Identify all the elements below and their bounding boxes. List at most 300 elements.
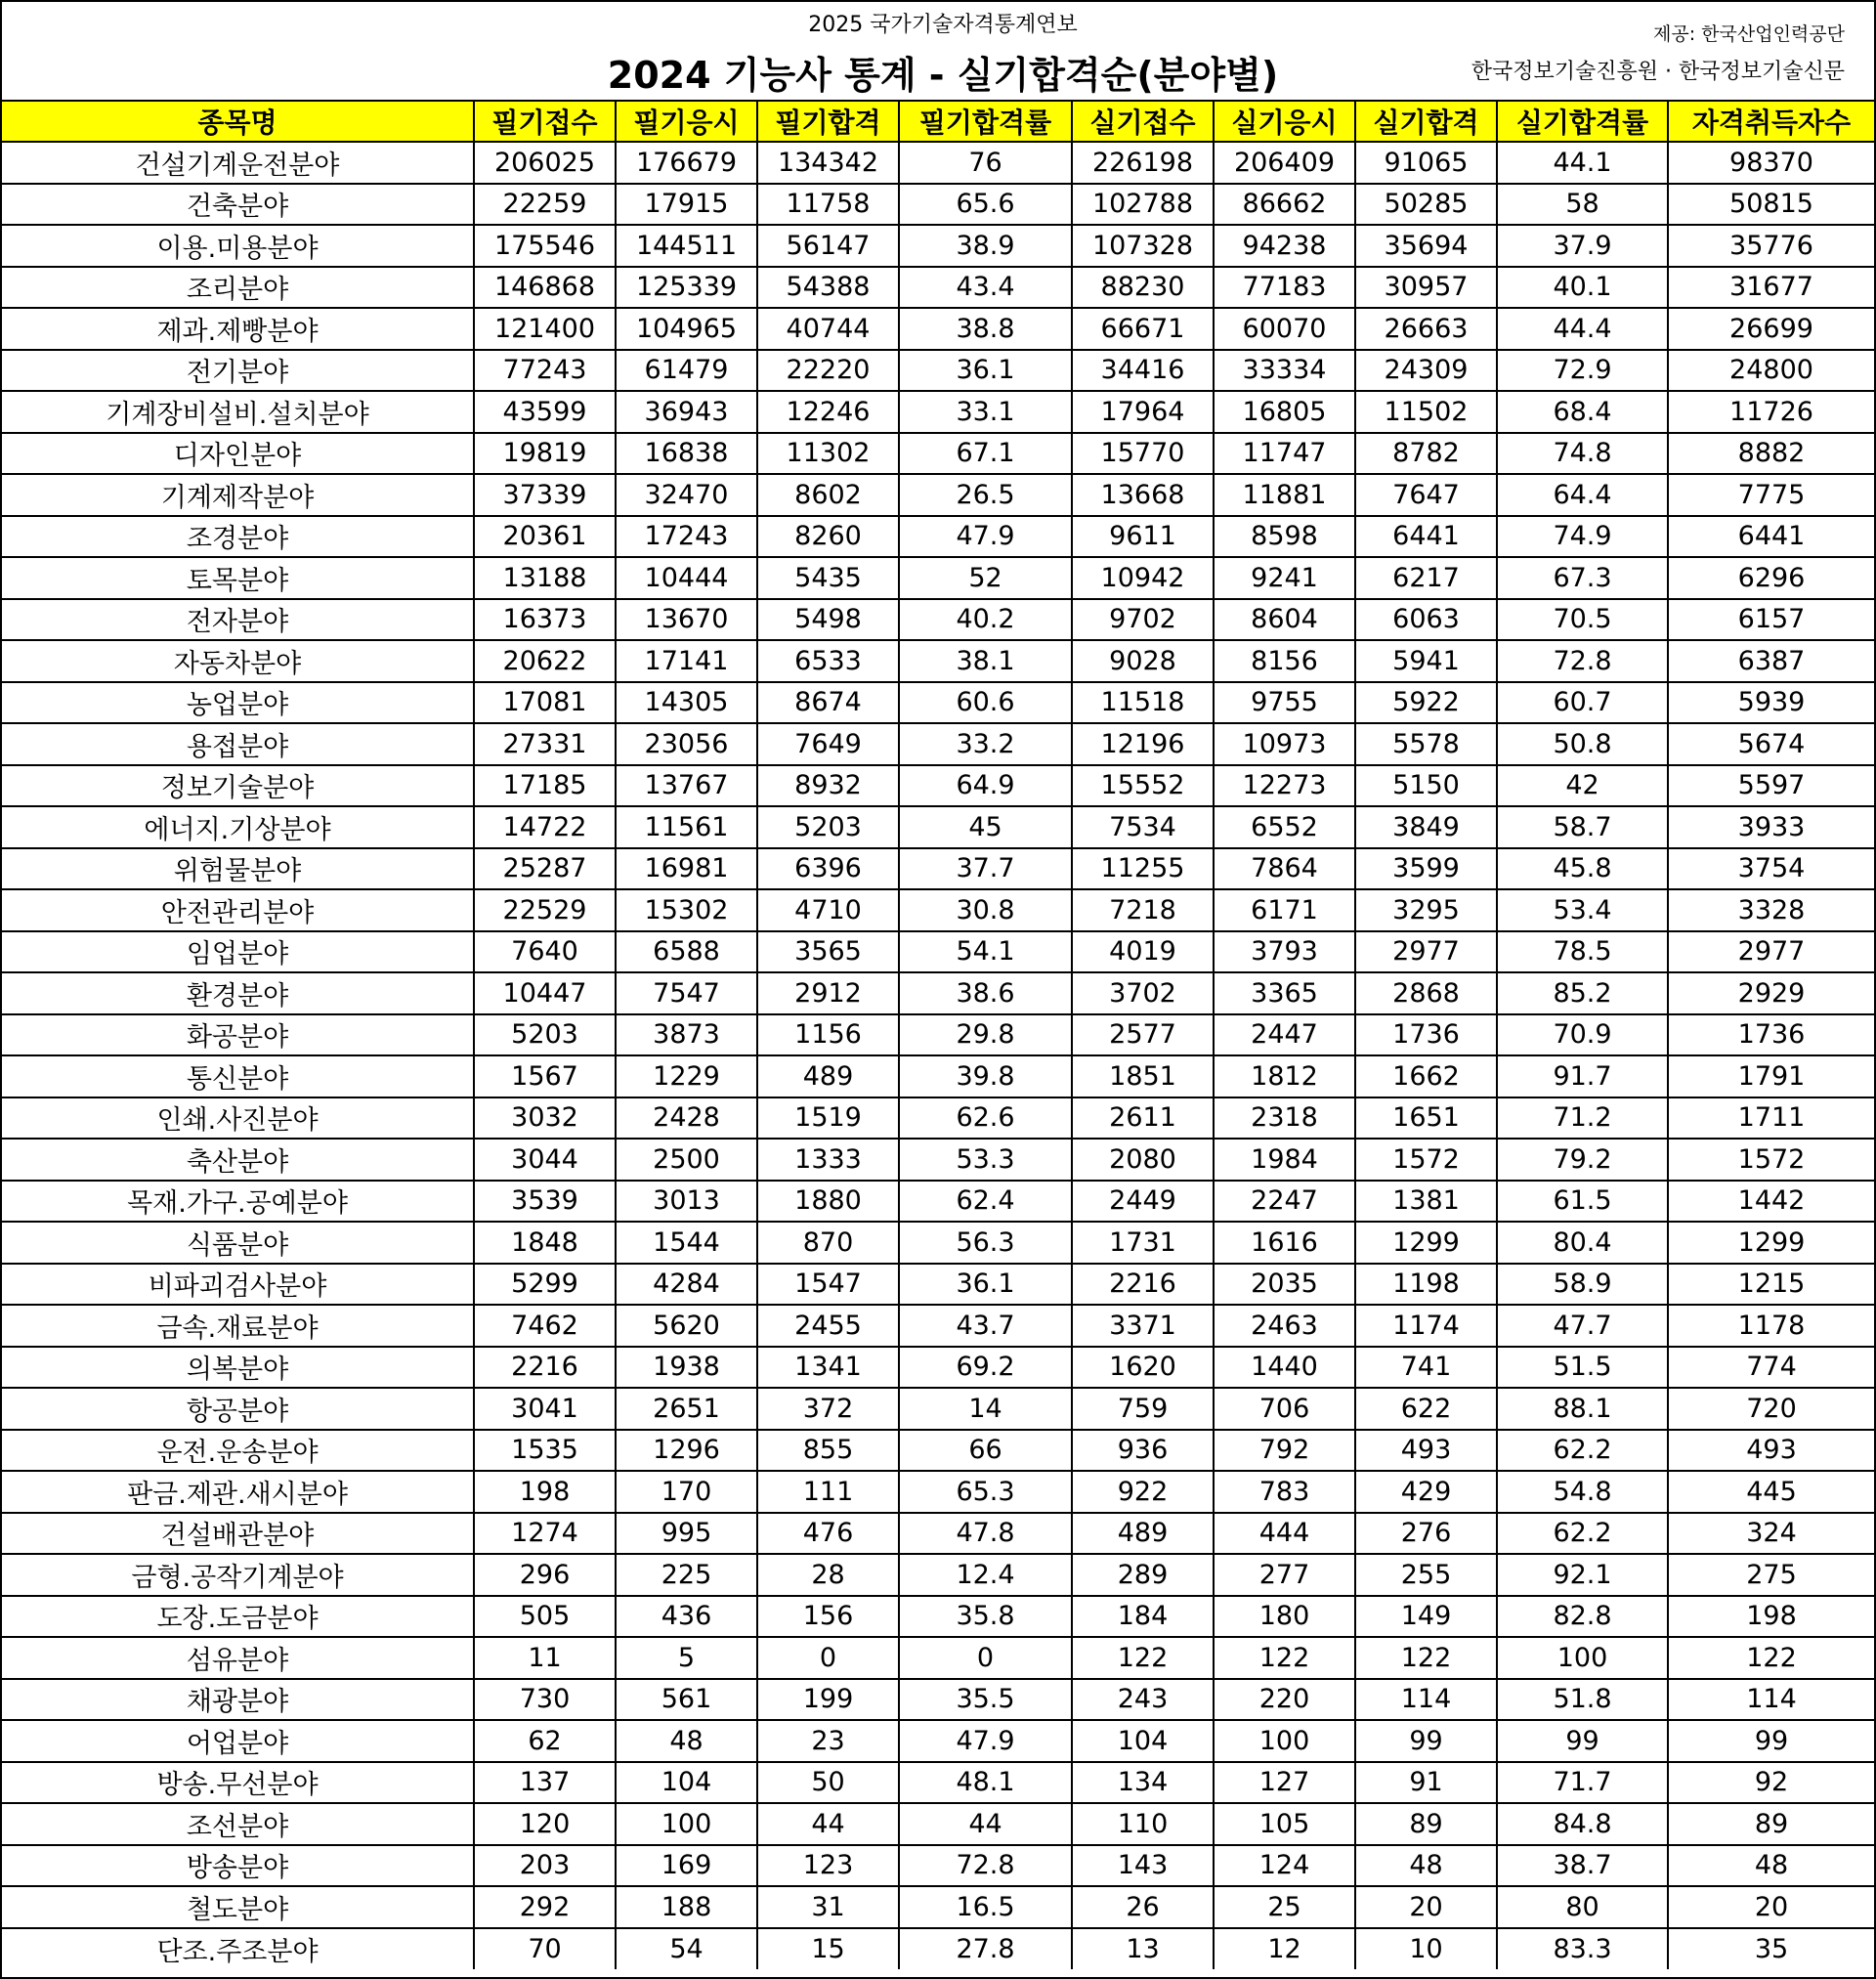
cell-written-pass-rate: 39.8 [899,1055,1072,1097]
cell-practical-applied: 2449 [1072,1181,1214,1223]
cell-written-pass-rate: 26.5 [899,474,1072,516]
cell-written-pass-rate: 62.4 [899,1181,1072,1223]
cell-written-applied: 10447 [474,972,616,1014]
cell-written-applied: 22259 [474,184,616,226]
cell-written-applied: 3044 [474,1139,616,1181]
cell-written-passed: 1519 [757,1097,899,1140]
cell-practical-passed: 6063 [1355,599,1497,641]
cell-field-name: 화공분야 [2,1014,474,1056]
cell-written-taken: 104 [616,1762,757,1804]
cell-written-pass-rate: 52 [899,557,1072,599]
cell-field-name: 임업분야 [2,931,474,973]
cell-field-name: 목재.가구.공예분야 [2,1181,474,1223]
cell-field-name: 통신분야 [2,1055,474,1097]
cell-practical-passed: 114 [1355,1679,1497,1721]
cell-practical-applied: 2577 [1072,1014,1214,1056]
cell-written-pass-rate: 37.7 [899,848,1072,890]
cell-practical-applied: 11255 [1072,848,1214,890]
cell-written-passed: 11758 [757,184,899,226]
cell-field-name: 식품분야 [2,1222,474,1264]
cell-written-passed: 156 [757,1596,899,1638]
cell-certified-count: 774 [1668,1347,1874,1389]
cell-practical-taken: 277 [1214,1554,1355,1596]
cell-written-pass-rate: 44 [899,1803,1072,1845]
cell-written-passed: 5498 [757,599,899,641]
table-row [2,1097,1874,1140]
cell-written-applied: 730 [474,1679,616,1721]
cell-written-passed: 40744 [757,308,899,350]
cell-field-name: 환경분야 [2,972,474,1014]
cell-certified-count: 5674 [1668,723,1874,765]
table-row [2,889,1874,931]
cell-practical-passed: 8782 [1355,433,1497,475]
cell-practical-applied: 110 [1072,1803,1214,1845]
cell-written-pass-rate: 33.1 [899,391,1072,433]
cell-field-name: 기계제작분야 [2,474,474,516]
cell-written-taken: 2500 [616,1139,757,1181]
cell-practical-taken: 10973 [1214,723,1355,765]
cell-written-pass-rate: 47.9 [899,1720,1072,1762]
cell-written-pass-rate: 48.1 [899,1762,1072,1804]
cell-written-taken: 7547 [616,972,757,1014]
cell-practical-pass-rate: 72.9 [1497,350,1668,392]
cell-written-pass-rate: 30.8 [899,889,1072,931]
cell-practical-taken: 12 [1214,1928,1355,1970]
cell-practical-applied: 134 [1072,1762,1214,1804]
cell-certified-count: 7775 [1668,474,1874,516]
cell-written-pass-rate: 29.8 [899,1014,1072,1056]
cell-written-taken: 6588 [616,931,757,973]
table-row [2,308,1874,350]
cell-practical-taken: 1812 [1214,1055,1355,1097]
column-header-written-passed: 필기합격 [757,102,899,142]
cell-written-passed: 28 [757,1554,899,1596]
table-row [2,516,1874,558]
cell-practical-passed: 3295 [1355,889,1497,931]
cell-field-name: 에너지.기상분야 [2,806,474,848]
cell-certified-count: 2929 [1668,972,1874,1014]
cell-written-applied: 3032 [474,1097,616,1140]
cell-field-name: 전자분야 [2,599,474,641]
cell-written-applied: 25287 [474,848,616,890]
cell-written-pass-rate: 69.2 [899,1347,1072,1389]
cell-written-taken: 48 [616,1720,757,1762]
cell-written-taken: 32470 [616,474,757,516]
column-header-written-applied: 필기접수 [474,102,616,142]
cell-practical-passed: 5150 [1355,765,1497,807]
cell-written-applied: 17081 [474,682,616,724]
cell-practical-applied: 1731 [1072,1222,1214,1264]
cell-practical-pass-rate: 40.1 [1497,267,1668,309]
cell-practical-taken: 60070 [1214,308,1355,350]
cell-field-name: 자동차분야 [2,640,474,682]
cell-written-pass-rate: 76 [899,142,1072,184]
cell-written-applied: 1535 [474,1430,616,1472]
credits-label: 한국정보기술진흥원 · 한국정보기술신문 [1471,60,1845,84]
column-header-written-pass-rate: 필기합격률 [899,102,1072,142]
cell-certified-count: 493 [1668,1430,1874,1472]
cell-practical-pass-rate: 58.9 [1497,1264,1668,1306]
cell-written-taken: 2651 [616,1388,757,1430]
table-row [2,1430,1874,1472]
table-row [2,1679,1874,1721]
cell-written-pass-rate: 33.2 [899,723,1072,765]
cell-written-pass-rate: 38.1 [899,640,1072,682]
cell-written-passed: 31 [757,1886,899,1928]
cell-written-passed: 1333 [757,1139,899,1181]
cell-practical-passed: 6217 [1355,557,1497,599]
cell-written-passed: 5203 [757,806,899,848]
table-row [2,225,1874,267]
cell-written-pass-rate: 36.1 [899,350,1072,392]
cell-field-name: 금형.공작기계분야 [2,1554,474,1596]
cell-field-name: 기계장비설비.설치분야 [2,391,474,433]
cell-practical-taken: 94238 [1214,225,1355,267]
cell-certified-count: 2977 [1668,931,1874,973]
cell-written-passed: 1341 [757,1347,899,1389]
cell-practical-applied: 107328 [1072,225,1214,267]
cell-certified-count: 3933 [1668,806,1874,848]
cell-practical-taken: 3793 [1214,931,1355,973]
cell-written-applied: 16373 [474,599,616,641]
cell-field-name: 채광분야 [2,1679,474,1721]
cell-field-name: 이용.미용분야 [2,225,474,267]
cell-written-passed: 1880 [757,1181,899,1223]
cell-practical-passed: 149 [1355,1596,1497,1638]
cell-written-passed: 1547 [757,1264,899,1306]
cell-practical-applied: 15770 [1072,433,1214,475]
table-row [2,806,1874,848]
cell-written-applied: 11 [474,1637,616,1679]
cell-practical-applied: 143 [1072,1845,1214,1887]
cell-written-pass-rate: 60.6 [899,682,1072,724]
cell-practical-pass-rate: 82.8 [1497,1596,1668,1638]
cell-written-pass-rate: 16.5 [899,1886,1072,1928]
cell-written-applied: 13188 [474,557,616,599]
cell-written-pass-rate: 53.3 [899,1139,1072,1181]
cell-written-pass-rate: 35.8 [899,1596,1072,1638]
cell-field-name: 운전.운송분야 [2,1430,474,1472]
cell-written-passed: 8932 [757,765,899,807]
cell-practical-taken: 206409 [1214,142,1355,184]
cell-practical-applied: 7218 [1072,889,1214,931]
cell-certified-count: 6387 [1668,640,1874,682]
cell-certified-count: 24800 [1668,350,1874,392]
cell-practical-passed: 1381 [1355,1181,1497,1223]
cell-written-taken: 169 [616,1845,757,1887]
cell-written-taken: 3013 [616,1181,757,1223]
cell-written-taken: 54 [616,1928,757,1970]
cell-practical-pass-rate: 74.8 [1497,433,1668,475]
cell-practical-taken: 86662 [1214,184,1355,226]
cell-written-applied: 7640 [474,931,616,973]
yearbook-label: 2025 국가기술자격통계연보 [808,13,1078,37]
cell-certified-count: 6157 [1668,599,1874,641]
cell-written-taken: 10444 [616,557,757,599]
cell-practical-pass-rate: 78.5 [1497,931,1668,973]
cell-practical-applied: 489 [1072,1513,1214,1555]
cell-written-passed: 50 [757,1762,899,1804]
cell-practical-passed: 741 [1355,1347,1497,1389]
table-row [2,599,1874,641]
table-row [2,1637,1874,1679]
cell-certified-count: 35776 [1668,225,1874,267]
cell-practical-taken: 9755 [1214,682,1355,724]
cell-field-name: 금속.재료분야 [2,1305,474,1347]
cell-field-name: 제과.제빵분야 [2,308,474,350]
cell-written-passed: 6396 [757,848,899,890]
cell-practical-pass-rate: 45.8 [1497,848,1668,890]
cell-written-taken: 5620 [616,1305,757,1347]
cell-certified-count: 1791 [1668,1055,1874,1097]
cell-written-taken: 13767 [616,765,757,807]
cell-practical-applied: 9611 [1072,516,1214,558]
cell-practical-passed: 3599 [1355,848,1497,890]
cell-certified-count: 50815 [1668,184,1874,226]
cell-practical-passed: 1174 [1355,1305,1497,1347]
table-row [2,391,1874,433]
cell-field-name: 농업분야 [2,682,474,724]
cell-practical-taken: 1440 [1214,1347,1355,1389]
table-row [2,1222,1874,1264]
cell-practical-taken: 2035 [1214,1264,1355,1306]
table-row [2,142,1874,184]
table-row [2,1305,1874,1347]
cell-written-pass-rate: 67.1 [899,433,1072,475]
cell-certified-count: 6441 [1668,516,1874,558]
cell-written-applied: 7462 [474,1305,616,1347]
cell-certified-count: 122 [1668,1637,1874,1679]
cell-written-taken: 1938 [616,1347,757,1389]
cell-practical-pass-rate: 91.7 [1497,1055,1668,1097]
cell-practical-passed: 1736 [1355,1014,1497,1056]
cell-written-applied: 296 [474,1554,616,1596]
cell-written-passed: 870 [757,1222,899,1264]
cell-written-passed: 476 [757,1513,899,1555]
cell-written-taken: 2428 [616,1097,757,1140]
cell-practical-applied: 66671 [1072,308,1214,350]
cell-certified-count: 89 [1668,1803,1874,1845]
cell-practical-pass-rate: 62.2 [1497,1430,1668,1472]
cell-written-applied: 206025 [474,142,616,184]
cell-field-name: 비파괴검사분야 [2,1264,474,1306]
cell-practical-taken: 1984 [1214,1139,1355,1181]
cell-practical-passed: 99 [1355,1720,1497,1762]
cell-written-passed: 22220 [757,350,899,392]
cell-written-taken: 3873 [616,1014,757,1056]
cell-written-applied: 27331 [474,723,616,765]
cell-practical-pass-rate: 47.7 [1497,1305,1668,1347]
cell-practical-taken: 7864 [1214,848,1355,890]
cell-practical-passed: 89 [1355,1803,1497,1845]
cell-written-passed: 134342 [757,142,899,184]
cell-practical-passed: 122 [1355,1637,1497,1679]
cell-practical-passed: 10 [1355,1928,1497,1970]
cell-practical-passed: 91 [1355,1762,1497,1804]
cell-written-applied: 120 [474,1803,616,1845]
cell-field-name: 어업분야 [2,1720,474,1762]
cell-certified-count: 20 [1668,1886,1874,1928]
table-body [2,142,1874,1969]
cell-practical-taken: 127 [1214,1762,1355,1804]
stats-table [2,102,1874,1969]
table-row [2,350,1874,392]
cell-field-name: 건설배관분야 [2,1513,474,1555]
cell-written-pass-rate: 47.8 [899,1513,1072,1555]
sheet-header [2,2,1874,102]
cell-practical-applied: 13 [1072,1928,1214,1970]
table-row [2,848,1874,890]
table-row [2,765,1874,807]
cell-certified-count: 35 [1668,1928,1874,1970]
cell-practical-passed: 6441 [1355,516,1497,558]
cell-written-pass-rate: 72.8 [899,1845,1072,1887]
cell-practical-pass-rate: 85.2 [1497,972,1668,1014]
cell-certified-count: 114 [1668,1679,1874,1721]
cell-practical-passed: 2977 [1355,931,1497,973]
cell-written-passed: 8260 [757,516,899,558]
cell-practical-pass-rate: 60.7 [1497,682,1668,724]
cell-practical-pass-rate: 84.8 [1497,1803,1668,1845]
cell-practical-passed: 1198 [1355,1264,1497,1306]
cell-practical-applied: 34416 [1072,350,1214,392]
cell-written-pass-rate: 27.8 [899,1928,1072,1970]
cell-field-name: 디자인분야 [2,433,474,475]
table-row [2,723,1874,765]
cell-written-taken: 561 [616,1679,757,1721]
cell-practical-taken: 6552 [1214,806,1355,848]
cell-written-pass-rate: 65.6 [899,184,1072,226]
table-row [2,474,1874,516]
table-row [2,1055,1874,1097]
cell-written-applied: 5299 [474,1264,616,1306]
cell-written-passed: 489 [757,1055,899,1097]
cell-certified-count: 720 [1668,1388,1874,1430]
cell-field-name: 토목분야 [2,557,474,599]
cell-practical-taken: 783 [1214,1471,1355,1513]
cell-practical-applied: 17964 [1072,391,1214,433]
cell-practical-pass-rate: 83.3 [1497,1928,1668,1970]
cell-certified-count: 31677 [1668,267,1874,309]
cell-written-pass-rate: 12.4 [899,1554,1072,1596]
cell-practical-taken: 706 [1214,1388,1355,1430]
cell-written-applied: 14722 [474,806,616,848]
cell-written-passed: 1156 [757,1014,899,1056]
cell-field-name: 판금.제관.새시분야 [2,1471,474,1513]
cell-practical-pass-rate: 70.9 [1497,1014,1668,1056]
cell-written-passed: 6533 [757,640,899,682]
table-row [2,640,1874,682]
cell-written-applied: 20622 [474,640,616,682]
cell-certified-count: 1711 [1668,1097,1874,1140]
cell-practical-applied: 2611 [1072,1097,1214,1140]
cell-field-name: 조리분야 [2,267,474,309]
cell-practical-pass-rate: 70.5 [1497,599,1668,641]
cell-field-name: 조선분야 [2,1803,474,1845]
cell-practical-passed: 48 [1355,1845,1497,1887]
cell-written-taken: 5 [616,1637,757,1679]
cell-practical-taken: 25 [1214,1886,1355,1928]
cell-written-pass-rate: 43.7 [899,1305,1072,1347]
cell-written-passed: 855 [757,1430,899,1472]
cell-written-taken: 104965 [616,308,757,350]
cell-practical-taken: 792 [1214,1430,1355,1472]
cell-written-applied: 2216 [474,1347,616,1389]
cell-practical-pass-rate: 80.4 [1497,1222,1668,1264]
cell-practical-taken: 2247 [1214,1181,1355,1223]
cell-practical-pass-rate: 50.8 [1497,723,1668,765]
cell-field-name: 의복분야 [2,1347,474,1389]
cell-written-pass-rate: 47.9 [899,516,1072,558]
cell-written-applied: 77243 [474,350,616,392]
table-row [2,1388,1874,1430]
column-header-practical-passed: 실기합격 [1355,102,1497,142]
cell-practical-taken: 2318 [1214,1097,1355,1140]
cell-practical-pass-rate: 37.9 [1497,225,1668,267]
cell-written-taken: 17915 [616,184,757,226]
cell-practical-passed: 255 [1355,1554,1497,1596]
cell-practical-taken: 3365 [1214,972,1355,1014]
page-title: 2024 기능사 통계 - 실기합격순(분야별) [607,54,1279,97]
cell-written-taken: 16838 [616,433,757,475]
column-header-written-taken: 필기응시 [616,102,757,142]
table-row [2,1139,1874,1181]
cell-practical-passed: 1572 [1355,1139,1497,1181]
cell-written-pass-rate: 43.4 [899,267,1072,309]
cell-practical-pass-rate: 68.4 [1497,391,1668,433]
cell-practical-pass-rate: 51.5 [1497,1347,1668,1389]
cell-practical-taken: 2463 [1214,1305,1355,1347]
cell-practical-applied: 3702 [1072,972,1214,1014]
cell-field-name: 용접분야 [2,723,474,765]
cell-practical-pass-rate: 100 [1497,1637,1668,1679]
table-row [2,1596,1874,1638]
cell-field-name: 방송분야 [2,1845,474,1887]
cell-written-applied: 137 [474,1762,616,1804]
cell-practical-pass-rate: 64.4 [1497,474,1668,516]
cell-certified-count: 198 [1668,1596,1874,1638]
cell-written-passed: 3565 [757,931,899,973]
cell-practical-passed: 276 [1355,1513,1497,1555]
cell-field-name: 조경분야 [2,516,474,558]
cell-written-applied: 121400 [474,308,616,350]
cell-practical-taken: 444 [1214,1513,1355,1555]
cell-written-taken: 995 [616,1513,757,1555]
cell-written-applied: 1848 [474,1222,616,1264]
column-header-field-name: 종목명 [2,102,474,142]
table-row [2,1886,1874,1928]
cell-practical-taken: 77183 [1214,267,1355,309]
cell-practical-passed: 3849 [1355,806,1497,848]
cell-practical-applied: 9028 [1072,640,1214,682]
cell-written-passed: 199 [757,1679,899,1721]
cell-written-taken: 188 [616,1886,757,1928]
cell-certified-count: 26699 [1668,308,1874,350]
cell-written-taken: 125339 [616,267,757,309]
cell-field-name: 방송.무선분야 [2,1762,474,1804]
cell-written-applied: 3041 [474,1388,616,1430]
cell-certified-count: 1299 [1668,1222,1874,1264]
cell-practical-applied: 12196 [1072,723,1214,765]
cell-practical-passed: 35694 [1355,225,1497,267]
cell-written-passed: 23 [757,1720,899,1762]
cell-certified-count: 1442 [1668,1181,1874,1223]
cell-written-passed: 11302 [757,433,899,475]
cell-practical-passed: 2868 [1355,972,1497,1014]
cell-practical-taken: 122 [1214,1637,1355,1679]
cell-practical-taken: 180 [1214,1596,1355,1638]
cell-certified-count: 3328 [1668,889,1874,931]
